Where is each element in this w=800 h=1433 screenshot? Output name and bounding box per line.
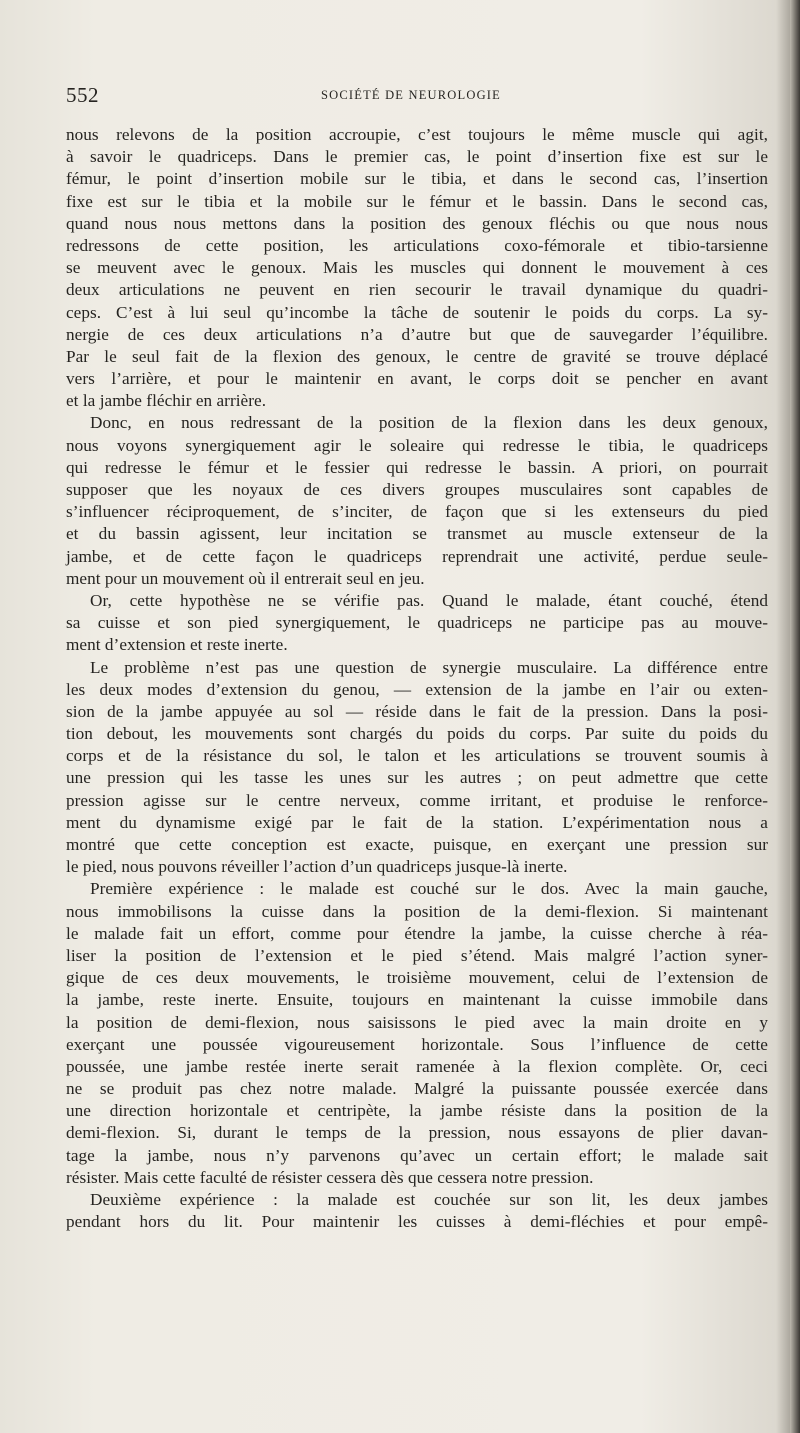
text-line: ment d’extension et reste inerte. bbox=[66, 635, 288, 655]
page-spine-shadow bbox=[790, 0, 800, 1433]
text-line: supposer que les noyaux de ces divers groupes musculaires sont capables de bbox=[66, 480, 768, 499]
text-line: ment pour un mouvement où il entrerait seul en jeu. bbox=[66, 568, 425, 588]
text-line: se meuvent avec le genoux. Mais les muscles qui donnent le mouvement à ces bbox=[66, 258, 768, 278]
text-line: demi-flexion. Si, durant le temps de la pression, nous essayons de plier davan- bbox=[66, 1123, 768, 1143]
page-number: 552 bbox=[66, 83, 99, 107]
text-line: qui redresse le fémur et le fessier qui redresse le bassin. A priori, on pourrait bbox=[66, 457, 768, 477]
text-line: nergie de ces deux articulations n’a d’autre but que de sauvegarder l’équilibre. bbox=[66, 324, 768, 344]
page-header bbox=[66, 83, 756, 107]
text-line: sa cuisse et son pied synergiquement, le quadriceps ne participe pas au mouve- bbox=[66, 613, 768, 633]
text-line: Or, cette hypothèse ne se vérifie pas. Quand le malade, étant couché, étend bbox=[90, 590, 768, 610]
text-line: tion debout, les mouvements sont chargés du poids du corps. Par suite du poids du bbox=[66, 724, 768, 744]
text-line: nous immobilisons la cuisse dans la position de la demi-flexion. Si maintenant bbox=[66, 901, 768, 921]
text-line: la jambe, reste inerte. Ensuite, toujours en maintenant la cuisse immobile dans bbox=[66, 990, 768, 1010]
text-line: exerçant une poussée vigoureusement horizontale. Sous l’influence de cette bbox=[66, 1034, 768, 1054]
text-line: s’influencer réciproquement, de s’inciter, de façon que si les extenseurs du pied bbox=[66, 502, 768, 522]
text-line: pendant hors du lit. Pour maintenir les cuisses à demi-fléchies et pour empê- bbox=[66, 1212, 768, 1232]
text-line: tage la jambe, nous n’y parvenons qu’avec un certain effort; le malade sait bbox=[66, 1145, 768, 1165]
text-line: une direction horizontale et centripète, la jambe résiste dans la position de la bbox=[66, 1101, 768, 1121]
body-text bbox=[66, 124, 768, 1233]
text-line: quand nous nous mettons dans la position des genoux fléchis ou que nous nous bbox=[66, 213, 768, 233]
text-line: et la jambe fléchir en arrière. bbox=[66, 391, 267, 411]
text-line: le malade fait un effort, comme pour étendre la jambe, la cuisse cherche à réa- bbox=[66, 923, 768, 943]
text-line: et du bassin agissent, leur incitation se transmet au muscle extenseur de la bbox=[66, 524, 768, 544]
text-line: les deux modes d’extension du genou, — extension de la jambe en l’air ou exten- bbox=[66, 679, 768, 699]
text-line: une pression qui les tasse les unes sur les autres ; on peut admettre que cette bbox=[66, 768, 768, 788]
text-line: ne se produit pas chez notre malade. Malgré la puissante poussée exercée dans bbox=[66, 1079, 768, 1099]
text-line: Le problème n’est pas une question de synergie musculaire. La différence entre bbox=[90, 657, 768, 677]
text-line: liser la position de l’extension et le pied s’étend. Mais malgré l’action syner- bbox=[66, 945, 768, 965]
text-line: Donc, en nous redressant de la position de la flexion dans les deux genoux, bbox=[90, 413, 768, 433]
text-line: Première expérience : le malade est couché sur le dos. Avec la main gauche, bbox=[90, 879, 768, 899]
running-title: SOCIÉTÉ DE NEUROLOGIE bbox=[320, 88, 502, 102]
text-line: fixe est sur le tibia et la mobile sur le fémur et le bassin. Dans le second cas, bbox=[66, 191, 768, 211]
text-line: à savoir le quadriceps. Dans le premier cas, le point d’insertion fixe est sur le bbox=[66, 147, 768, 167]
text-line: redressons de cette position, les articulations coxo-fémorale et tibio-tarsienne bbox=[66, 235, 768, 255]
text-line: corps et de la résistance du sol, le talon et les articulations se trouvent soumis à bbox=[66, 746, 768, 766]
text-line: ment du dynamisme exigé par le fait de la station. L’expérimentation nous a bbox=[66, 812, 768, 832]
text-line: pression agisse sur le centre nerveux, comme irritant, et produise le renforce- bbox=[66, 790, 768, 810]
text-line: vers l’arrière, et pour le maintenir en avant, le corps doit se pencher en avant bbox=[66, 369, 768, 389]
text-line: fémur, le point d’insertion mobile sur le tibia, et dans le second cas, l’insertion bbox=[66, 169, 768, 189]
text-line: poussée, une jambe restée inerte serait ramenée à la flexion complète. Or, ceci bbox=[66, 1056, 768, 1076]
text-line: le pied, nous pouvons réveiller l’action d’un quadriceps jusque-là inerte. bbox=[66, 857, 568, 877]
text-line: jambe, et de cette façon le quadriceps reprendrait une activité, perdue seule- bbox=[66, 546, 768, 566]
text-line: nous voyons synergiquement agir le soleaire qui redresse le tibia, le quadriceps bbox=[66, 435, 768, 455]
text-line: nous relevons de la position accroupie, c’est toujours le même muscle qui agit, bbox=[66, 125, 768, 144]
text-line: deux articulations ne peuvent en rien secourir le travail dynamique du quadri- bbox=[66, 280, 768, 300]
text-line: résister. Mais cette faculté de résister cessera dès que cessera notre pression. bbox=[66, 1167, 594, 1187]
text-line: gique de ces deux mouvements, le troisième mouvement, celui de l’extension de bbox=[66, 968, 768, 988]
text-line: ceps. C’est à lui seul qu’incombe la tâche de soutenir le poids du corps. La sy- bbox=[66, 302, 768, 322]
text-line: Deuxième expérience : la malade est couchée sur son lit, les deux jambes bbox=[90, 1190, 768, 1209]
text-line: Par le seul fait de la flexion des genoux, le centre de gravité se trouve déplacé bbox=[66, 346, 768, 366]
text-line: sion de la jambe appuyée au sol — réside dans le fait de la pression. Dans la posi- bbox=[66, 701, 768, 721]
text-line: la position de demi-flexion, nous saisissons le pied avec la main droite en y bbox=[66, 1012, 768, 1032]
text-line: montré que cette conception est exacte, puisque, en exerçant une pression sur bbox=[66, 835, 768, 854]
